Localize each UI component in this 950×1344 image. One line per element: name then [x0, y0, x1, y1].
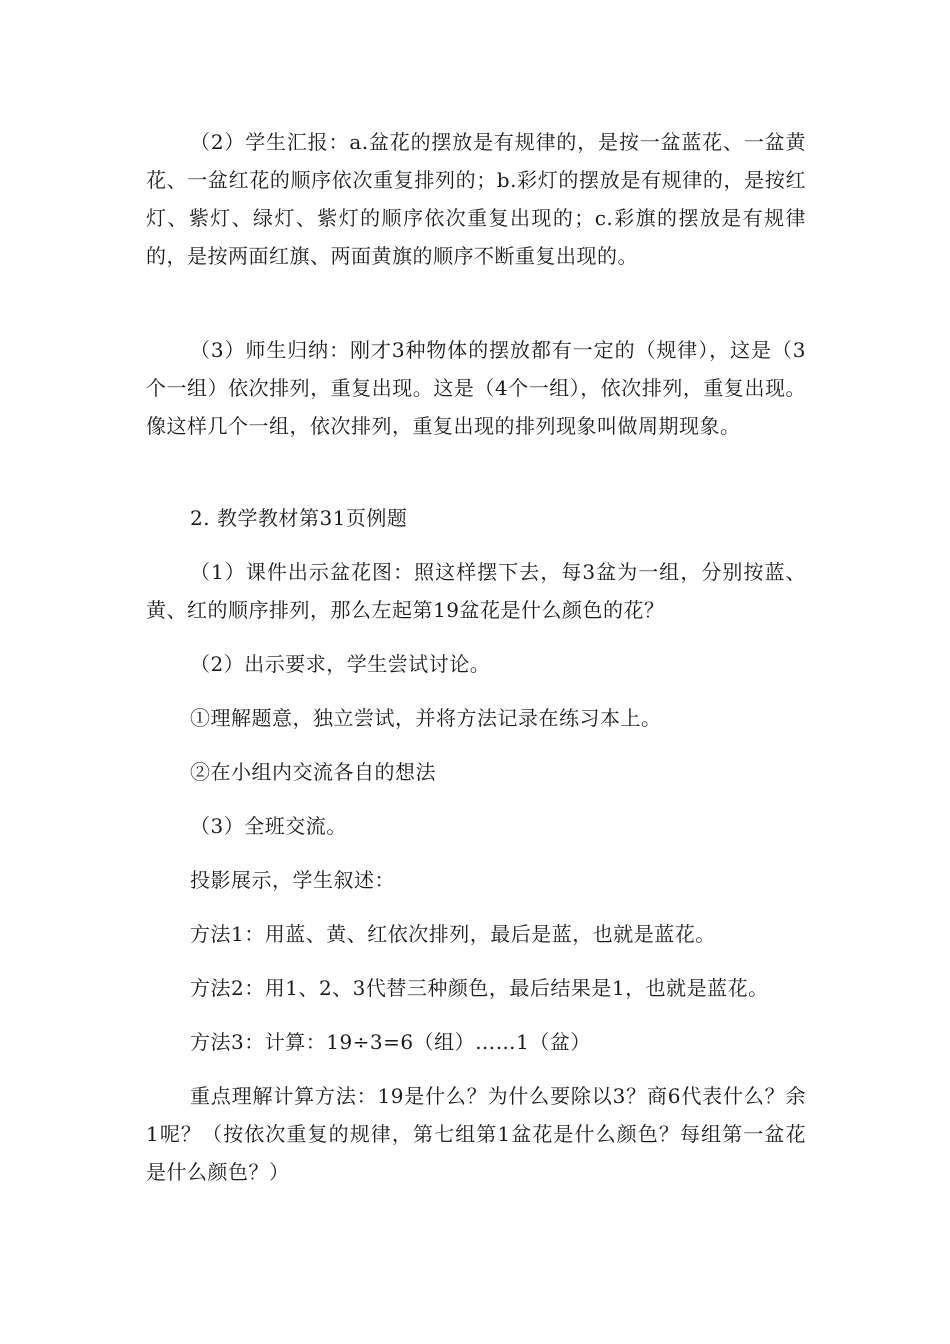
paragraph-class-exchange: （3）全班交流。: [190, 814, 347, 838]
paragraph-method-2: 方法2：用1、2、3代替三种颜色，最后结果是1，也就是蓝花。: [190, 976, 769, 1000]
paragraph-step-2: ②在小组内交流各自的想法: [190, 760, 436, 784]
paragraph-method-1: 方法1：用蓝、黄、红依次排列，最后是蓝，也就是蓝花。: [190, 922, 716, 946]
paragraph-summary: （3）师生归纳：刚才3种物体的摆放都有一定的（规律），这是（3个一组）依次排列，重复出现。这是（4个一组），依次排列，重复出现。像这样几个一组，依次排列，重复出现的排列现象叫做周期现象。: [146, 338, 806, 438]
paragraph-key-understanding: 重点理解计算方法：19是什么？为什么要除以3？商6代表什么？余1呢？（按依次重复的规律，第七组第1盆花是什么颜色？每组第一盆花是什么颜色？）: [146, 1084, 806, 1184]
paragraph-step-1: ①理解题意，独立尝试，并将方法记录在练习本上。: [190, 706, 662, 730]
paragraph-method-3: 方法3：计算：19÷3=6（组）……1（盆）: [190, 1030, 591, 1054]
paragraph-student-report: （2）学生汇报：a.盆花的摆放是有规律的，是按一盆蓝花、一盆黄花、一盆红花的顺序依次重复排列的；b.彩灯的摆放是有规律的，是按红灯、紫灯、绿灯、紫灯的顺序依次重复出现的；c.彩旗的摆放是有规律的，是按两面红旗、两面黄旗的顺序不断重复出现的。: [146, 130, 806, 268]
paragraph-projection: 投影展示，学生叙述：: [190, 868, 395, 892]
paragraph-section-heading: 2. 教学教材第31页例题: [190, 506, 408, 530]
paragraph-requirement: （2）出示要求，学生尝试讨论。: [190, 652, 491, 676]
paragraph-example-problem: （1）课件出示盆花图：照这样摆下去，每3盆为一组，分别按蓝、黄、红的顺序排列，那么左起第19盆花是什么颜色的花？: [146, 560, 806, 622]
